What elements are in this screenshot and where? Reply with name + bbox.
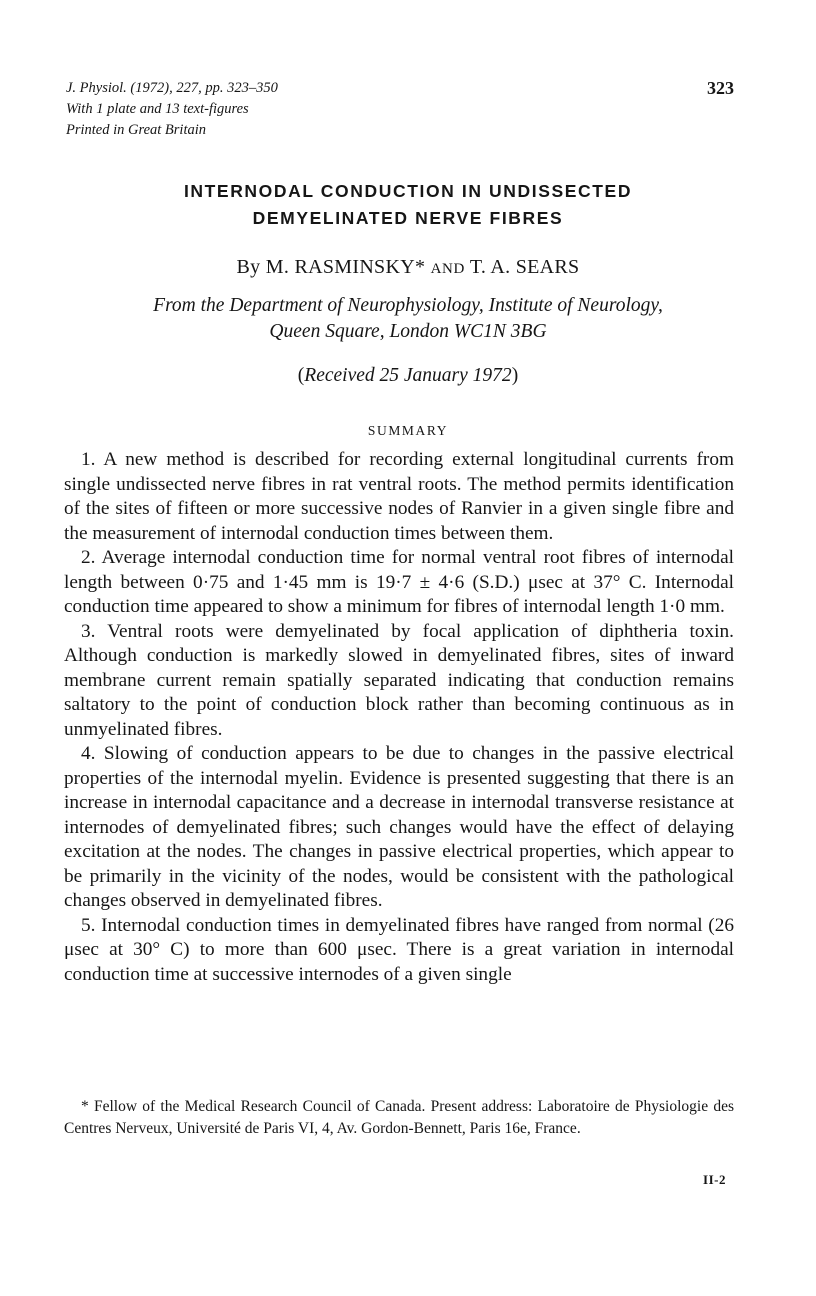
author-rasminsky: M. RASMINSKY* xyxy=(265,256,426,278)
page-number: 323 xyxy=(707,78,734,98)
by-label: By xyxy=(236,256,261,278)
article-title xyxy=(0,178,816,232)
author-sears: T. A. SEARS xyxy=(469,256,580,278)
affiliation xyxy=(0,293,816,345)
received-date: (Received 25 January 1972) xyxy=(297,365,519,386)
received-label: Received xyxy=(304,365,375,386)
and-label: AND xyxy=(430,261,465,277)
journal-header xyxy=(66,78,486,141)
footnote xyxy=(64,1096,734,1139)
authors-line xyxy=(0,256,816,279)
affiliation-line-1: From the Department of Neurophysiology, Institute of Neurology, xyxy=(153,295,663,316)
summary-body xyxy=(64,448,734,987)
printer-signature: II-2 xyxy=(703,1172,726,1187)
title-line-2: DEMYELINATED NERVE FIBRES xyxy=(252,208,564,228)
summary-paragraph-4: 4. Slowing of conduction appears to be due to changes in the passive electrical properties of the internodal myelin. Evidence is presented suggesting that there is an increase in internodal capacitance and a decrease in internodal transverse resistance at internodes of demyelinated fibres; such changes would have the effect of delaying excitation at the nodes. The changes in passive electrical properties, which appear to be primarily in the vicinity of the nodes, would be consistent with the pathological changes observed in demyelinated fibres. xyxy=(64,743,734,911)
citation: J. Physiol. (1972), 227, pp. 323–350 xyxy=(66,80,278,96)
summary-paragraph-3: 3. Ventral roots were demyelinated by focal application of diphtheria toxin. Although conduction is markedly slowed in demyelinated fibres, sites of inward membrane current remain spatially separated indicating that conduction remains saltatory to the point of conduction block rather than becoming continuous as in unmyelinated fibres. xyxy=(64,620,734,740)
summary-paragraph-1: 1. A new method is described for recording external longitudinal currents from single undissected nerve fibres in rat ventral roots. The method permits identification of the sites of fifteen or more successive nodes of Ranvier in a given single fibre and the measurement of internodal conduction times between them. xyxy=(64,449,734,544)
received-date-value: 25 January 1972 xyxy=(379,365,512,386)
plates-note: With 1 plate and 13 text-figures xyxy=(66,101,249,117)
affiliation-line-2: Queen Square, London WC1N 3BG xyxy=(269,321,547,342)
summary-paragraph-2: 2. Average internodal conduction time for normal ventral root fibres of internodal length between 0·75 and 1·45 mm is 19·7 ± 4·6 (S.D.) μsec at 37° C. Internodal conduction time appeared to show a minimum for fibres of internodal length 1·0 mm. xyxy=(64,547,734,617)
footnote-text: * Fellow of the Medical Research Council of Canada. Present address: Laboratoire de Physiologie des Centres Nerveux, Université de Paris VI, 4, Av. Gordon-Bennett, Paris 16e, France. xyxy=(64,1098,734,1137)
summary-heading: SUMMARY xyxy=(367,423,449,438)
summary-paragraph-5: 5. Internodal conduction times in demyelinated fibres have ranged from normal (26 μsec at 30° C) to more than 600 μsec. There is a great variation in internodal conduction time at successive internodes of a given single xyxy=(64,914,734,985)
title-line-1: INTERNODAL CONDUCTION IN UNDISSECTED xyxy=(183,181,633,201)
printed-note: Printed in Great Britain xyxy=(66,122,207,138)
